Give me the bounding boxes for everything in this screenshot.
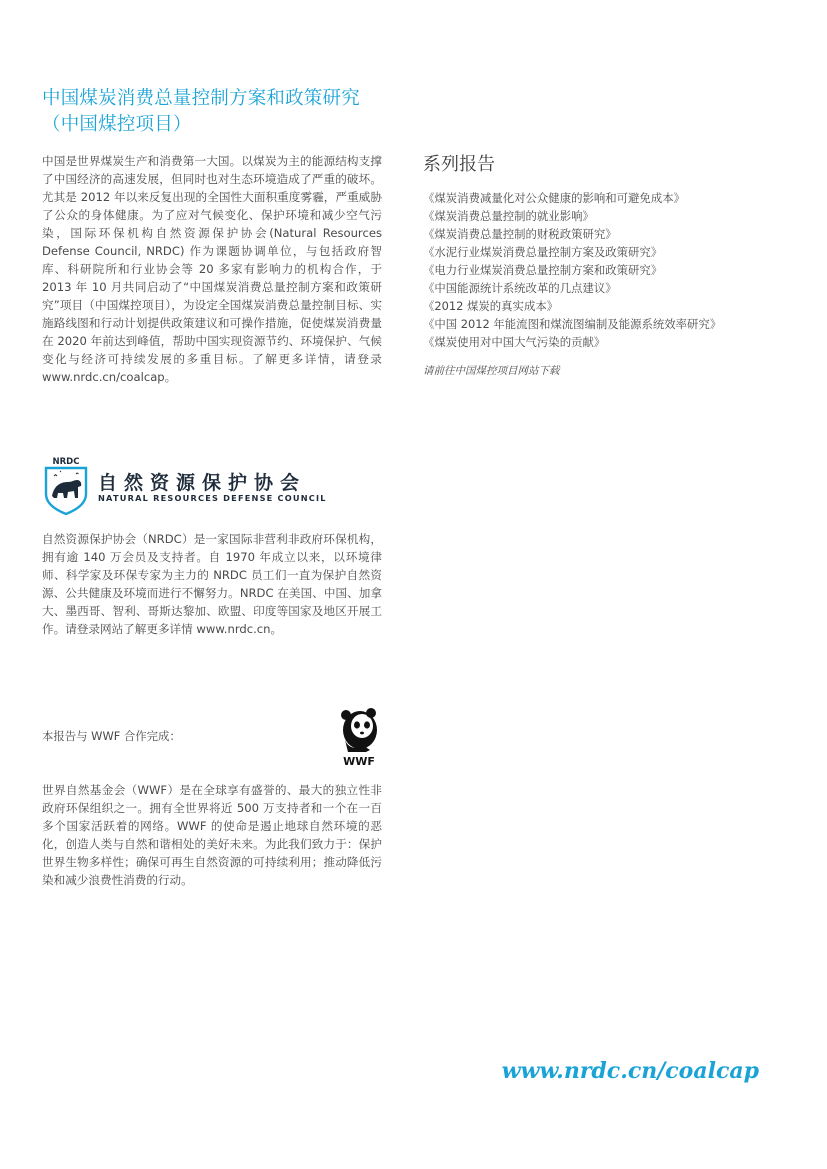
nrdc-description: 自然资源保护协会（NRDC）是一家国际非营利非政府环保机构，拥有逾 140 万会员及支持者。自 1970 年成立以来，以环境律师、科学家及环保专家为主力的 NRDC 员工们一直为保护自然资源、公共健康及环境而进行不懈努力。NRDC 在美国、中国、加拿大、墨西哥、智利、哥斯达黎加、欧盟、印度等国家及地区开展工作。请登录网站了解更多详情 www.nrdc.cn。 (42, 532, 382, 636)
series-item: 《电力行业煤炭消费总量控制方案和政策研究》 (423, 263, 663, 277)
project-title-line1: 中国煤炭消费总量控制方案和政策研究 (42, 88, 360, 109)
series-reports (423, 153, 783, 378)
project-title-line2: （中国煤控项目） (42, 114, 192, 135)
series-item: 《2012 煤炭的真实成本》 (423, 299, 559, 313)
series-item: 《煤炭消费总量控制的就业影响》 (423, 209, 594, 223)
wwf-description: 世界自然基金会（WWF）是在全球享有盛誉的、最大的独立性非政府环保组织之一。拥有全世界将近 500 万支持者和一个在一百多个国家活跃着的网络。WWF 的使命是遏止地球自然环境的恶化，创造人类与自然和谐相处的美好未来。为此我们致力于：保护世界生物多样性；确保可再生自然资源的可持续利用；推动降低污染和减少浪费性消费的行动。 (42, 783, 382, 887)
wwf-panda-icon (336, 706, 382, 768)
nrdc-name-en: NATURAL RESOURCES DEFENSE COUNCIL (98, 493, 327, 503)
series-list (423, 189, 783, 351)
nrdc-abbr: NRDC (52, 457, 80, 467)
project-title (42, 86, 402, 138)
series-item: 《水泥行业煤炭消费总量控制方案及政策研究》 (423, 245, 663, 259)
nrdc-logo (42, 456, 342, 518)
download-note[interactable]: 请前往中国煤控项目网站下载 (423, 365, 560, 377)
footer-url-link[interactable]: www.nrdc.cn/coalcap (501, 1058, 759, 1084)
project-intro: 中国是世界煤炭生产和消费第一大国。以煤炭为主的能源结构支撑了中国经济的高速发展，但同时也对生态环境造成了严重的破坏。尤其是 2012 年以来反复出现的全国性大面积重度雾霾，严重威胁了公众的身体健康。为了应对气候变化、保护环境和减少空气污染，国际环保机构自然资源保护协会(Natural Resources Defense Council, NRDC) 作为课题协调单位，与包括政府智库、科研院所和行业协会等 20 多家有影响力的机构合作，于 2013 年 10 月共同启动了“中国煤炭消费总量控制方案和政策研究”项目（中国煤控项目），为设定全国煤炭消费总量控制目标、实施路线图和行动计划提供政策建议和可操作措施，促使煤炭消费量在 2020 年前达到峰值，帮助中国实现资源节约、环境保护、气候变化与经济可持续发展的多重目标。了解更多详情，请登录 www.nrdc.cn/coalcap。 (42, 154, 382, 384)
series-item: 《煤炭消费减量化对公众健康的影响和可避免成本》 (423, 191, 685, 205)
series-item: 《煤炭消费总量控制的财税政策研究》 (423, 227, 617, 241)
series-item: 《中国 2012 年能流图和煤流图编制及能源系统效率研究》 (423, 317, 722, 331)
polar-bear-shield-icon (42, 456, 90, 516)
collab-label: 本报告与 WWF 合作完成： (42, 729, 181, 743)
wwf-logo-text: WWF (343, 755, 375, 768)
nrdc-name-cn: 自然资源保护协会 (98, 472, 307, 494)
series-item: 《中国能源统计系统改革的几点建议》 (423, 281, 617, 295)
series-heading: 系列报告 (423, 154, 495, 175)
series-item: 《煤炭使用对中国大气污染的贡献》 (423, 335, 606, 349)
